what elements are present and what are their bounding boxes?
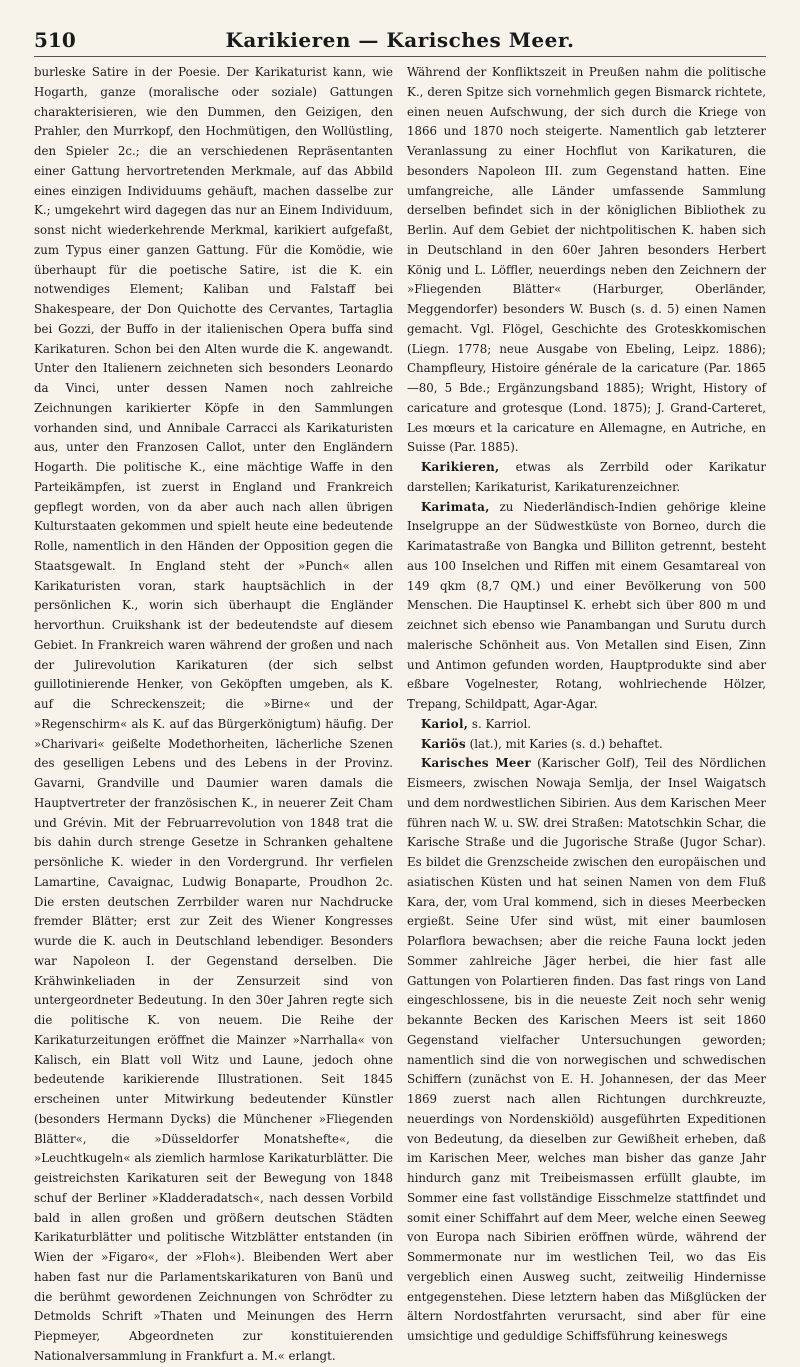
entry-body: (lat.), mit Karies (s. d.) behaftet.	[469, 736, 663, 751]
entry-body: etwas als Zerrbild oder Karikatur darstellen; Karikaturist, Karikaturenzeichner.	[407, 460, 766, 494]
entry-headword: Kariol,	[421, 716, 469, 731]
paragraph-karikatur-continuation: Während der Konfliktszeit in Preußen nahm die politische K., deren Spitze sich vornehmlich gegen Bismarck richtete, einen neuen Aufschwung, der sich durch die Kriege von 1866 und 1870 noch steigerte. Namentlich gab letzterer Veranlassung zu einer Hochflut von Karikaturen, die besonders Napoleon III. zum Gegenstand hatten. Eine umfangreiche, alle Länder umfassende Sammlung derselben befindet sich in der königlichen Bibliothek zu Berlin. Auf dem Gebiet der nichtpolitischen K. haben sich in Deutschland in den 60er Jahren besonders Herbert König und L. Löffler, neuerdings neben den Zeichnern der »Fliegenden Blätter« (Harburger, Oberländer, Meggendorfer) besonders W. Busch (s. d. 5) einen Namen gemacht. Vgl. Flögel, Geschichte des Groteskkomischen (Liegn. 1778; neue Ausgabe von Ebeling, Leipz. 1886); Champfleury, Histoire générale de la caricature (Par. 1865—80, 5 Bde.; Ergänzungsband 1885); Wright, History of caricature and grotesque (Lond. 1875); J. Grand-Carteret, Les mœurs et la caricature en Allemagne, en Autriche, en Suisse (Par. 1885).	[407, 65, 766, 455]
entry-karimata	[407, 498, 766, 715]
entry-karioes	[407, 735, 766, 755]
entry-headword: Kariös	[421, 736, 466, 751]
page-title: Karikieren — Karisches Meer.	[225, 28, 575, 52]
entry-kariol	[407, 715, 766, 735]
entry-headword: Karikieren,	[421, 460, 500, 474]
entry-body: s. Karriol.	[471, 716, 531, 731]
entry-karisches-meer	[407, 754, 766, 1347]
entry-headword: Karisches Meer	[421, 756, 532, 771]
page-header	[34, 26, 766, 57]
page-number: 510	[34, 28, 76, 52]
right-column	[407, 63, 766, 1367]
entry-karikieren	[407, 458, 766, 498]
columns	[34, 63, 766, 1367]
left-column	[34, 63, 393, 1367]
entry-headword: Karimata,	[421, 499, 490, 514]
entry-body: zu Niederländisch-Indien gehörige kleine Inselgruppe an der Südwestküste von Borneo, durch die Karimatastraße von Bangka und Billiton getrennt, besteht aus 100 Inselchen und Riffen mit einem Gesamtareal von 149 qkm (8,7 QM.) und einer Bevölkerung von 500 Menschen. Die Hauptinsel K. erhebt sich über 800 m und zeichnet sich ebenso wie Panambangan und Surutu durch malerische Schönheit aus. Von Metallen sind Eisen, Zinn und Antimon gefunden worden, Hauptprodukte sind aber eßbare Vogelnester, Rotang, wohlriechende Hölzer, Trepang, Schildpatt, Agar-Agar.	[407, 499, 766, 711]
paragraph-karikatur-continued: burleske Satire in der Poesie. Der Karikaturist kann, wie Hogarth, ganze (moralische oder soziale) Gattungen charakterisieren, wie den Dummen, den Geizigen, den Prahler, den Murrkopf, den Hochmütigen, den Wollüstling, den Spieler 2c.; die an verschiedenen Repräsentanten einer Gattung hervortretenden Merkmale, auf das Abbild eines einzigen Individuums gehäuft, machen dasselbe zur K.; umgekehrt wird dagegen das nur an Einem Individuum, sonst nicht wiederkehrende Merkmal, karikiert aufgefaßt, zum Typus einer ganzen Gattung. Für die Komödie, wie überhaupt für die poetische Satire, ist die K. ein notwendiges Element; Kaliban und Falstaff bei Shakespeare, der Don Quichotte des Cervantes, Tartaglia bei Gozzi, der Buffo in der italienischen Opera buffa sind Karikaturen. Schon bei den Alten wurde die K. angewandt. Unter den Italienern zeichneten sich besonders Leonardo da Vinci, unter dessen Namen noch zahlreiche Zeichnungen karikierter Köpfe in den Sammlungen vorhanden sind, und Annibale Carracci als Karikaturisten aus, unter den Franzosen Callot, unter den Engländern Hogarth. Die politische K., eine mächtige Waffe in den Parteikämpfen, ist zuerst in England und Frankreich gepflegt worden, von da aber auch nach allen übrigen Kulturstaaten gekommen und spielt heute eine bedeutende Rolle, namentlich in den Händen der Opposition gegen die Staatsgewalt. In England steht der »Punch« allen Karikaturisten voran, stark hauptsächlich in der persönlichen K., worin sich überhaupt die Engländer hervorthun. Cruikshank ist der bedeutendste auf diesem Gebiet. In Frankreich waren während der großen und nach der Julirevolution Karikaturen (der sich selbst guillotinierende Henker, von Geköpften umgeben, als K. auf die Schreckenszeit; die »Birne« und der »Regenschirm« als K. auf das Bürgerkönigtum) häufig. Der »Charivari« geißelte Modethorheiten, lächerliche Szenen des geselligen Lebens und des Lebens in der Provinz. Gavarni, Grandville und Daumier waren damals die Hauptvertreter der französischen K., in neuerer Zeit Cham und Grévin. Mit der Februarrevolution von 1848 trat die bis dahin durch strenge Gesetze in Schranken gehaltene persönliche K. wieder in den Vordergrund. Ihr verfielen Lamartine, Cavaignac, Ludwig Bonaparte, Proudhon 2c. Die ersten deutschen Zerrbilder waren nur Nachdrucke fremder Blätter; erst zur Zeit des Wiener Kongresses wurde die K. auch in Deutschland lebendiger. Besonders war Napoleon I. der Gegenstand derselben. Die Krähwinkeliaden in der Zensurzeit sind von untergeordneter Bedeutung. In den 30er Jahren regte sich die politische K. von neuem. Die Reihe der Karikaturzeitungen eröffnet die Mainzer »Narrhalla« von Kalisch, ein Blatt voll Witz und Laune, jedoch ohne bedeutende karikierende Illustrationen. Seit 1845 erscheinen unter Mitwirkung bedeutender Künstler (besonders Hermann Dycks) die Münchener »Fliegenden Blätter«, die »Düsseldorfer Monatshefte«, die »Leuchtkugeln« als ziemlich harmlose Karikaturblätter. Die geistreichsten Karikaturen seit der Bewegung von 1848 schuf der Berliner »Kladderadatsch«, nach dessen Vorbild bald in allen großen und größern deutschen Städten Karikaturblätter und politische Witzblätter entstanden (in Wien der »Figaro«, der »Floh«). Bleibenden Wert aber haben fast nur die Parlamentskarikaturen von Banü und die berühmt gewordenen Zeichnungen von Schrödter zu Detmolds Schrift »Thaten und Meinungen des Herrn Piepmeyer, Abgeordneten zur konstituierenden Nationalversammlung in Frankfurt a. M.« erlangt.	[34, 65, 393, 1363]
entry-body: (Karischer Golf), Teil des Nördlichen Eismeers, zwischen Nowaja Semlja, der Insel Waigatsch und dem nordwestlichen Sibirien. Aus dem Karischen Meer führen nach W. u. SW. drei Straßen: Matotschkin Schar, die Karische Straße und die Jugorische Straße (Jugor Schar). Es bildet die Grenzscheide zwischen den europäischen und asiatischen Küsten und hat seinen Namen von dem Fluß Kara, der, vom Ural kommend, sich in dieses Meerbecken ergießt. Seine Ufer sind wüst, mit einer baumlosen Polarflora bewachsen; aber die reiche Fauna lockt jeden Sommer zahlreiche Jäger herbei, die hier fast alle Gattungen von Polartieren finden. Das fast rings von Land eingeschlossene, bis in die neueste Zeit noch sehr wenig bekannte Becken des Karischen Meers ist seit 1860 Gegenstand vielfacher Untersuchungen geworden; namentlich sind die von norwegischen und schwedischen Schiffern (zunächst von E. H. Johannesen, der das Meer 1869 zuerst nach allen Richtungen durchkreuzte, neuerdings von Nordenskiöld) ausgeführten Expeditionen von Bedeutung, da dieselben zur Gewißheit erheben, daß im Karischen Meer, welches man bisher das ganze Jahr hindurch ganz mit Treibeismassen erfüllt glaubte, im Sommer eine fast vollständige Eisschmelze stattfindet und somit einer Schiffahrt auf dem Meer, welche einen Seeweg von Europa nach Sibirien eröffnen würde, während der Sommermonate nur im westlichen Teil, wo das Eis vergeblich einen Ausweg sucht, zeitweilig Hindernisse entgegenstehen. Diese letztern haben das Mißglücken der ältern Nordostfahrten verursacht, sind aber für eine umsichtige und geduldige Schiffsführung keineswegs	[407, 756, 767, 1343]
